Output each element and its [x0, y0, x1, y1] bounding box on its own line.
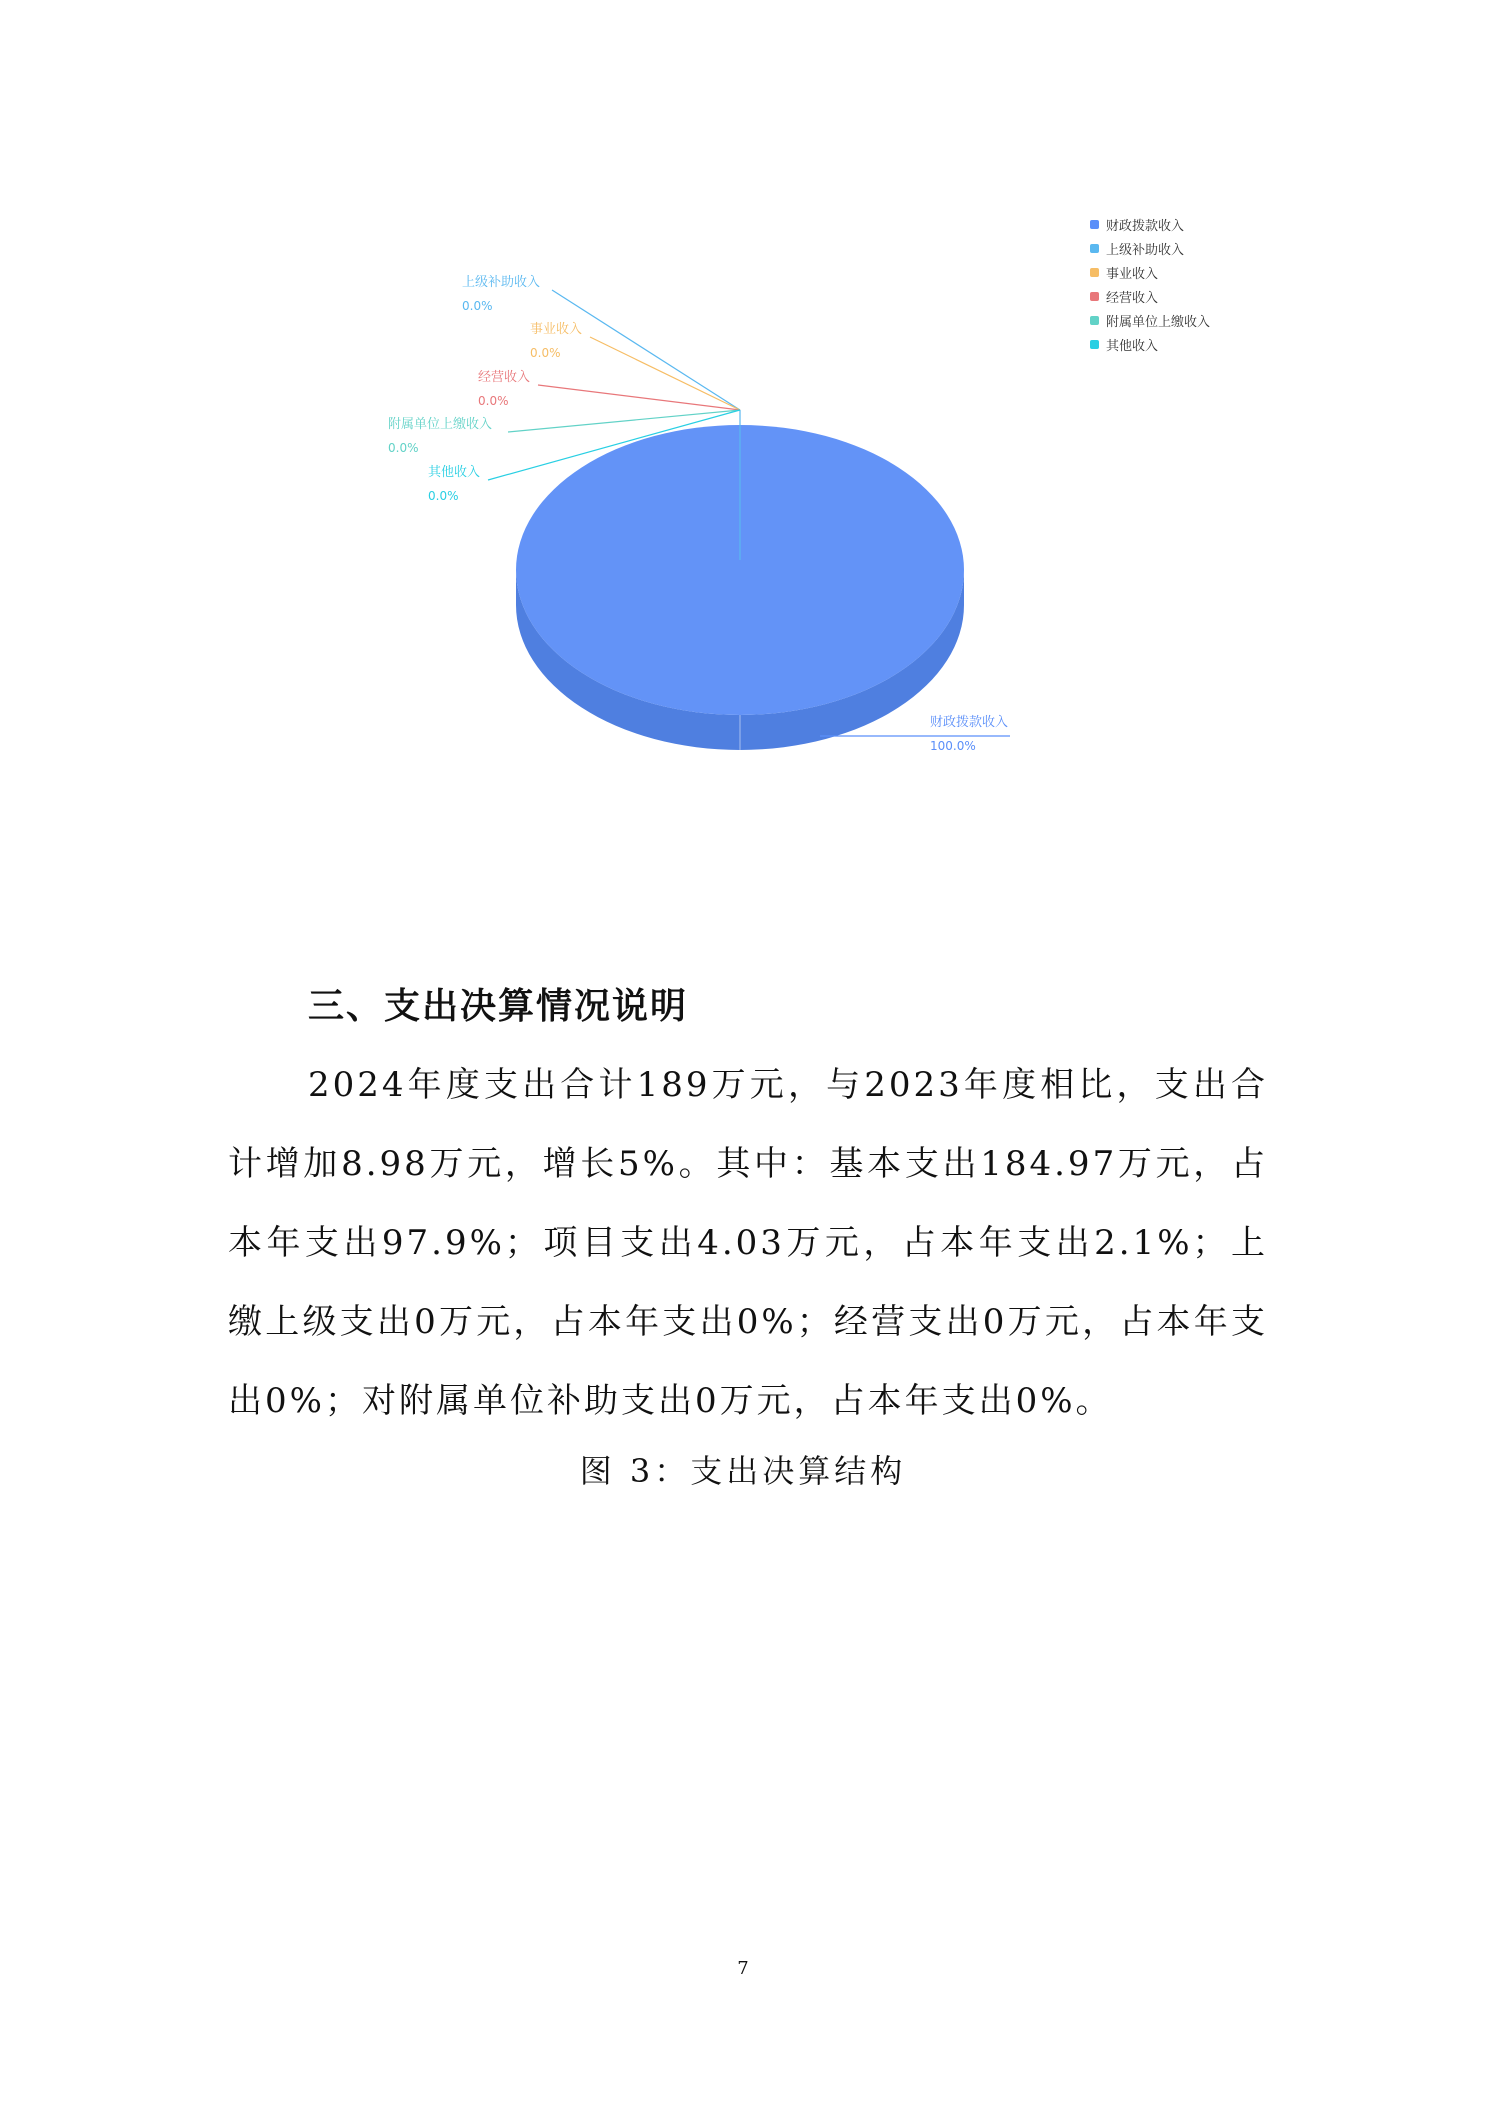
legend-swatch — [1090, 220, 1099, 229]
slice-label-category: 其他收入 — [428, 465, 481, 480]
slice-label-percent: 0.0% — [388, 441, 419, 455]
legend-label: 经营收入 — [1106, 290, 1159, 306]
section-paragraph: 2024年度支出合计189万元，与2023年度相比，支出合计增加8.98万元，增长5%。其中：基本支出184.97万元，占本年支出97.9%；项目支出4.03万元，占本年支出2.1%；上缴上级支出0万元，占本年支出0%；经营支出0万元，占本年支出0%；对附属单位补助支出0万元，占本年支出0%。 — [228, 1065, 1268, 1421]
legend-label: 附属单位上缴收入 — [1106, 314, 1211, 330]
slice-label-category: 事业收入 — [530, 322, 583, 337]
pie-chart-svg — [0, 0, 1486, 800]
legend-label: 财政拨款收入 — [1106, 218, 1185, 234]
slice-label-category: 上级补助收入 — [462, 275, 541, 290]
section-heading: 三、支出决算情况说明 — [308, 986, 689, 1027]
leader-line — [590, 337, 740, 410]
leader-line — [552, 290, 740, 410]
legend-item[interactable] — [1090, 260, 1210, 284]
slice-label-percent: 0.0% — [462, 299, 493, 313]
slice-label-category: 附属单位上缴收入 — [388, 417, 493, 432]
legend-swatch — [1090, 292, 1099, 301]
legend-item[interactable] — [1090, 212, 1210, 236]
legend-swatch — [1090, 268, 1099, 277]
legend-swatch — [1090, 316, 1099, 325]
legend-swatch — [1090, 244, 1099, 253]
legend-label: 上级补助收入 — [1106, 242, 1185, 258]
legend-label: 其他收入 — [1106, 338, 1159, 354]
legend-item[interactable] — [1090, 284, 1210, 308]
slice-label-percent: 0.0% — [478, 394, 509, 408]
chart-legend — [1090, 212, 1210, 356]
slice-label-percent: 0.0% — [428, 489, 459, 503]
legend-item[interactable] — [1090, 236, 1210, 260]
leader-line — [538, 385, 740, 410]
legend-swatch — [1090, 340, 1099, 349]
slice-label-percent: 100.0% — [930, 739, 976, 753]
slice-label-percent: 0.0% — [530, 346, 561, 360]
legend-item[interactable] — [1090, 332, 1210, 356]
figure-caption: 图 3：支出决算结构 — [579, 1452, 907, 1490]
page-number: 7 — [737, 1958, 749, 1979]
pie-chart — [0, 0, 1486, 800]
slice-label-category: 财政拨款收入 — [930, 715, 1009, 730]
legend-item[interactable] — [1090, 308, 1210, 332]
slice-label-category: 经营收入 — [478, 370, 531, 385]
legend-label: 事业收入 — [1106, 266, 1159, 282]
